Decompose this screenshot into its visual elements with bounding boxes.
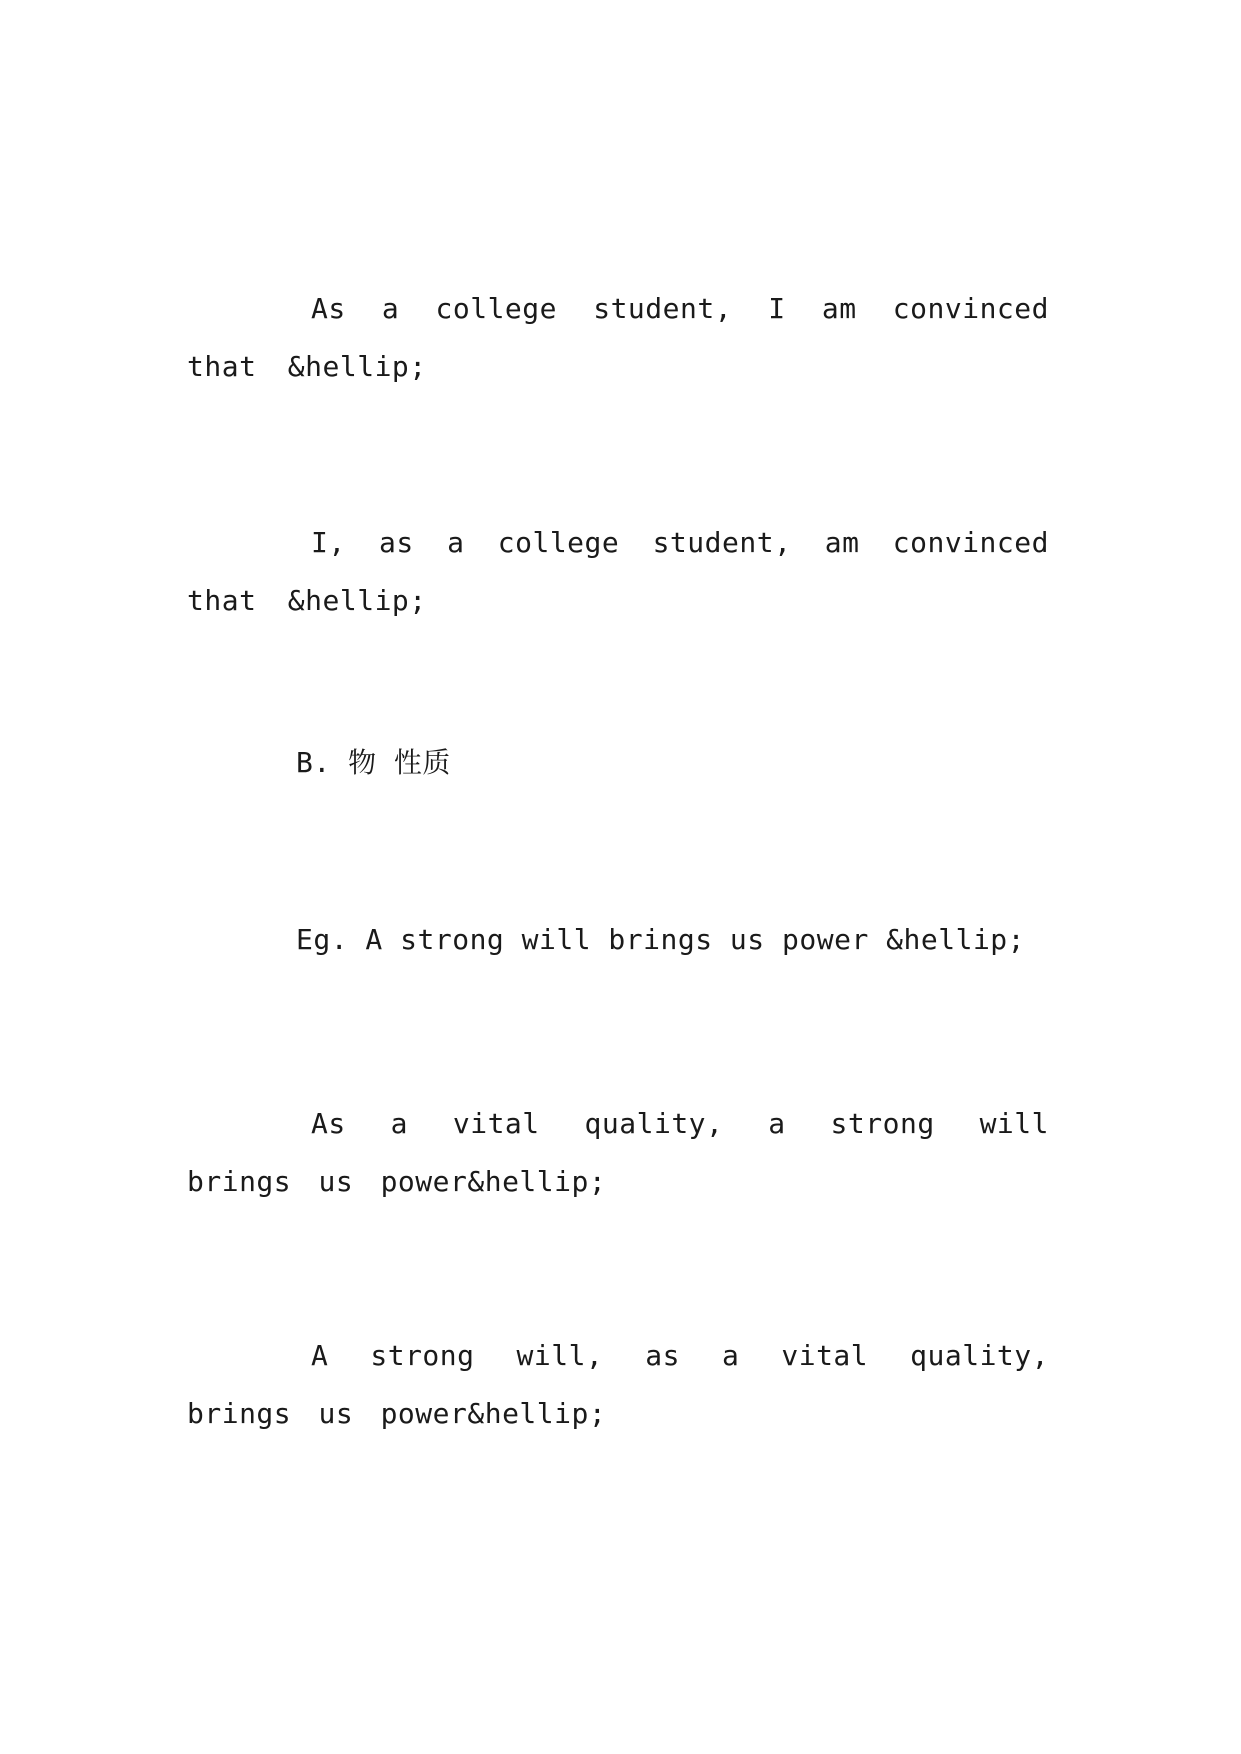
paragraph-example-1: As a college student, I am convinced that &hellip; bbox=[187, 292, 1049, 383]
paragraph-example-5: A strong will, as a vital quality, brings us power&hellip; bbox=[187, 1339, 1049, 1430]
paragraph-example-2: I, as a college student, am convinced that &hellip; bbox=[187, 526, 1049, 617]
paragraph-example-4: As a vital quality, a strong will brings us power&hellip; bbox=[187, 1107, 1049, 1198]
paragraph-example-3: Eg. A strong will brings us power &hellip; bbox=[296, 923, 1026, 956]
section-heading-b: B. 物 性质 bbox=[296, 746, 451, 779]
